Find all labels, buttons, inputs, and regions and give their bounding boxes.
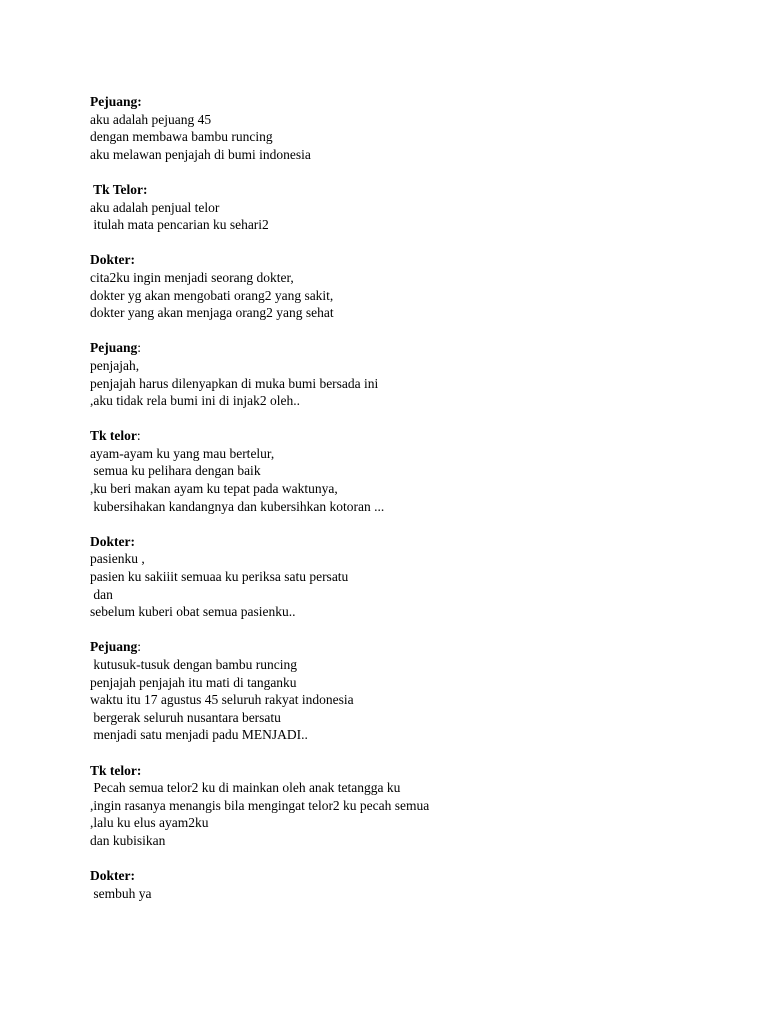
- dialogue-section-pejuang-1: [90, 93, 730, 163]
- dialogue-section-pejuang-3: [90, 638, 730, 744]
- document-page: [90, 93, 730, 920]
- dialogue-line: ,ku beri makan ayam ku tepat pada waktunya,: [90, 481, 338, 497]
- speaker-label: [90, 427, 730, 445]
- dialogue-line: menjadi satu menjadi padu MENJADI..: [90, 727, 308, 743]
- dialogue-line: penjajah penjajah itu mati di tanganku: [90, 674, 297, 690]
- dialogue-line: dan kubisikan: [90, 832, 166, 848]
- dialogue-section-dokter-3: [90, 867, 730, 902]
- dialogue-line: cita2ku ingin menjadi seorang dokter,: [90, 269, 294, 285]
- dialogue-section-dokter-2: [90, 533, 730, 621]
- dialogue-line: kutusuk-tusuk dengan bambu runcing: [90, 657, 297, 672]
- dialogue-line: aku adalah penjual telor: [90, 199, 220, 215]
- speaker-name: Pejuang: [90, 639, 138, 655]
- speaker-name: Pejuang: [90, 340, 138, 356]
- speaker-label: [90, 867, 730, 885]
- dialogue-line: ayam-ayam ku yang mau bertelur,: [90, 445, 275, 461]
- dialogue-line: ,aku tidak rela bumi ini di injak2 oleh..: [90, 393, 300, 409]
- speaker-suffix: :: [137, 340, 142, 356]
- speaker-label: [90, 762, 730, 780]
- dialogue-line: pasien ku sakiiit semuaa ku periksa satu persatu: [90, 569, 349, 585]
- dialogue-line: Pecah semua telor2 ku di mainkan oleh anak tetangga ku: [90, 780, 401, 796]
- dialogue-line: waktu itu 17 agustus 45 seluruh rakyat indonesia: [90, 692, 354, 708]
- dialogue-line: ,lalu ku elus ayam2ku: [90, 815, 209, 831]
- dialogue-section-dokter-1: [90, 251, 730, 321]
- dialogue-section-tk-telor-3: [90, 762, 730, 850]
- speaker-label: [90, 93, 730, 111]
- dialogue-line: dan: [90, 586, 113, 602]
- dialogue-line: pasienku ,: [90, 551, 145, 567]
- speaker-name: Dokter:: [90, 533, 135, 549]
- dialogue-section-pejuang-2: [90, 339, 730, 409]
- speaker-name: Dokter:: [90, 252, 135, 268]
- dialogue-line: ,ingin rasanya menangis bila mengingat telor2 ku pecah semua: [90, 797, 430, 813]
- speaker-label: [90, 339, 730, 357]
- dialogue-line: dengan membawa bambu runcing: [90, 129, 273, 145]
- speaker-name: Dokter:: [90, 868, 135, 884]
- speaker-name: Pejuang:: [90, 94, 142, 109]
- speaker-name: Tk telor:: [90, 762, 142, 778]
- dialogue-line: kubersihakan kandangnya dan kubersihkan kotoran ...: [90, 498, 385, 514]
- dialogue-line: sembuh ya: [90, 885, 152, 901]
- speaker-label: [90, 181, 730, 199]
- dialogue-section-tk-telor-1: [90, 181, 730, 234]
- speaker-name: Tk telor: [90, 428, 137, 444]
- dialogue-line: penjajah harus dilenyapkan di muka bumi bersada ini: [90, 375, 379, 391]
- dialogue-line: sebelum kuberi obat semua pasienku..: [90, 604, 296, 620]
- dialogue-line: aku melawan penjajah di bumi indonesia: [90, 146, 311, 162]
- speaker-label: [90, 251, 730, 269]
- speaker-label: [90, 533, 730, 551]
- dialogue-line: dokter yg akan mengobati orang2 yang sakit,: [90, 287, 334, 303]
- dialogue-line: dokter yang akan menjaga orang2 yang sehat: [90, 305, 334, 321]
- dialogue-line: bergerak seluruh nusantara bersatu: [90, 709, 281, 725]
- speaker-suffix: :: [136, 428, 141, 444]
- speaker-label: [90, 638, 730, 656]
- dialogue-section-tk-telor-2: [90, 427, 730, 515]
- dialogue-line: itulah mata pencarian ku sehari2: [90, 217, 269, 233]
- speaker-name: Tk Telor:: [90, 181, 148, 197]
- dialogue-line: semua ku pelihara dengan baik: [90, 463, 261, 479]
- speaker-suffix: :: [137, 639, 142, 655]
- dialogue-line: aku adalah pejuang 45: [90, 111, 212, 127]
- dialogue-line: penjajah,: [90, 357, 140, 373]
